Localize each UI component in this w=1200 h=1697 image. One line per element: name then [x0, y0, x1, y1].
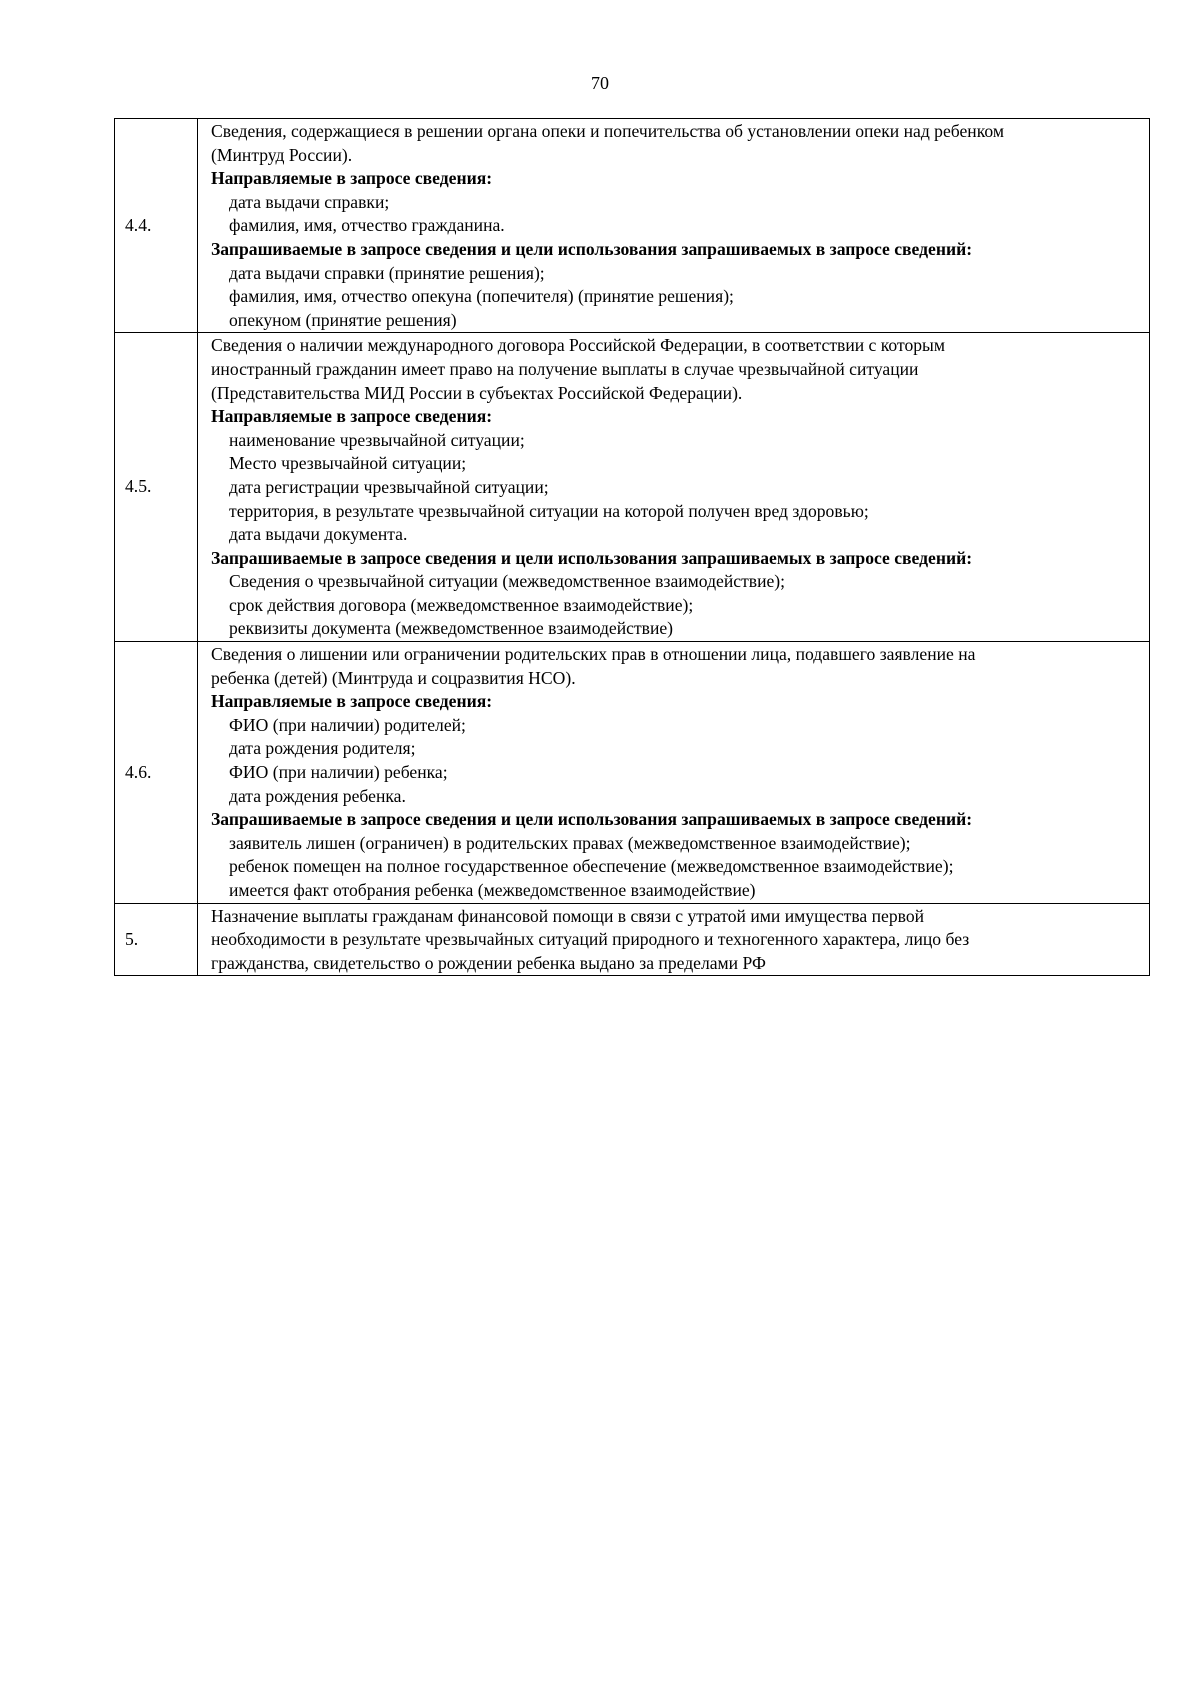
content-line: Сведения о наличии международного договора Российской Федерации, в соответствии с которым [211, 335, 945, 356]
table-row [115, 119, 1150, 333]
row-content [198, 903, 1150, 976]
table-row [115, 903, 1150, 976]
content-line: срок действия договора (межведомственное взаимодействие); [229, 594, 694, 615]
content-line: наименование чрезвычайной ситуации; [229, 429, 525, 450]
content-line: имеется факт отобрания ребенка (межведомственное взаимодействие) [229, 880, 756, 900]
row-number: 5. [115, 903, 198, 976]
section-heading: Запрашиваемые в запросе сведения и цели использования запрашиваемых в запросе сведений: [211, 809, 973, 830]
row-number: 4.6. [115, 642, 198, 904]
row-content [198, 333, 1150, 642]
content-line: ФИО (при наличии) ребенка; [229, 762, 448, 783]
section-heading: Направляемые в запросе сведения: [211, 406, 493, 427]
content-line: ФИО (при наличии) родителей; [229, 714, 466, 735]
content-line: ребенка (детей) (Минтруда и соцразвития НСО). [211, 667, 576, 688]
table-row [115, 642, 1150, 904]
content-line: реквизиты документа (межведомственное взаимодействие) [229, 618, 674, 639]
content-line: фамилия, имя, отчество опекуна (попечителя) (принятие решения); [229, 286, 734, 307]
table-row [115, 333, 1150, 642]
content-line: дата рождения ребенка. [229, 785, 406, 806]
content-line: фамилия, имя, отчество гражданина. [229, 215, 505, 236]
page-number: 70 [591, 73, 609, 93]
content-line: дата выдачи справки; [229, 191, 390, 212]
content-line: дата рождения родителя; [229, 738, 416, 759]
table-body [115, 119, 1150, 976]
content-line: Место чрезвычайной ситуации; [229, 453, 467, 474]
section-heading: Запрашиваемые в запросе сведения и цели использования запрашиваемых в запросе сведений: [211, 238, 973, 259]
content-line: (Минтруд России). [211, 144, 353, 165]
section-heading: Запрашиваемые в запросе сведения и цели использования запрашиваемых в запросе сведений: [211, 547, 973, 568]
content-line: гражданства, свидетельство о рождении ребенка выдано за пределами РФ [211, 952, 766, 973]
content-line: территория, в результате чрезвычайной ситуации на которой получен вред здоровью; [229, 500, 869, 521]
content-line: дата выдачи справки (принятие решения); [229, 262, 545, 283]
content-line: опекуном (принятие решения) [229, 309, 457, 330]
content-line: ребенок помещен на полное государственное обеспечение (межведомственное взаимодействие); [229, 856, 954, 877]
content-line: необходимости в результате чрезвычайных ситуаций природного и техногенного характера, лицо без [211, 929, 970, 950]
content-line: дата выдачи документа. [229, 524, 408, 545]
content-line: дата регистрации чрезвычайной ситуации; [229, 476, 549, 497]
content-line: иностранный гражданин имеет право на получение выплаты в случае чрезвычайной ситуации [211, 358, 919, 379]
row-content [198, 642, 1150, 904]
content-line: Сведения о чрезвычайной ситуации (межведомственное взаимодействие); [229, 571, 786, 592]
section-heading: Направляемые в запросе сведения: [211, 168, 493, 189]
row-number: 4.4. [115, 119, 198, 333]
content-line: Назначение выплаты гражданам финансовой помощи в связи с утратой ими имущества первой [211, 905, 925, 926]
row-number: 4.5. [115, 333, 198, 642]
content-line: Сведения о лишении или ограничении родительских прав в отношении лица, подавшего заявление на [211, 644, 976, 665]
content-line: заявитель лишен (ограничен) в родительских правах (межведомственное взаимодействие); [229, 832, 911, 853]
requirements-table [114, 118, 1150, 976]
content-line: Сведения, содержащиеся в решении органа опеки и попечительства об установлении опеки над ребенком [211, 121, 1004, 141]
section-heading: Направляемые в запросе сведения: [211, 691, 493, 712]
content-line: (Представительства МИД России в субъектах Российской Федерации). [211, 382, 743, 403]
row-content [198, 119, 1150, 333]
